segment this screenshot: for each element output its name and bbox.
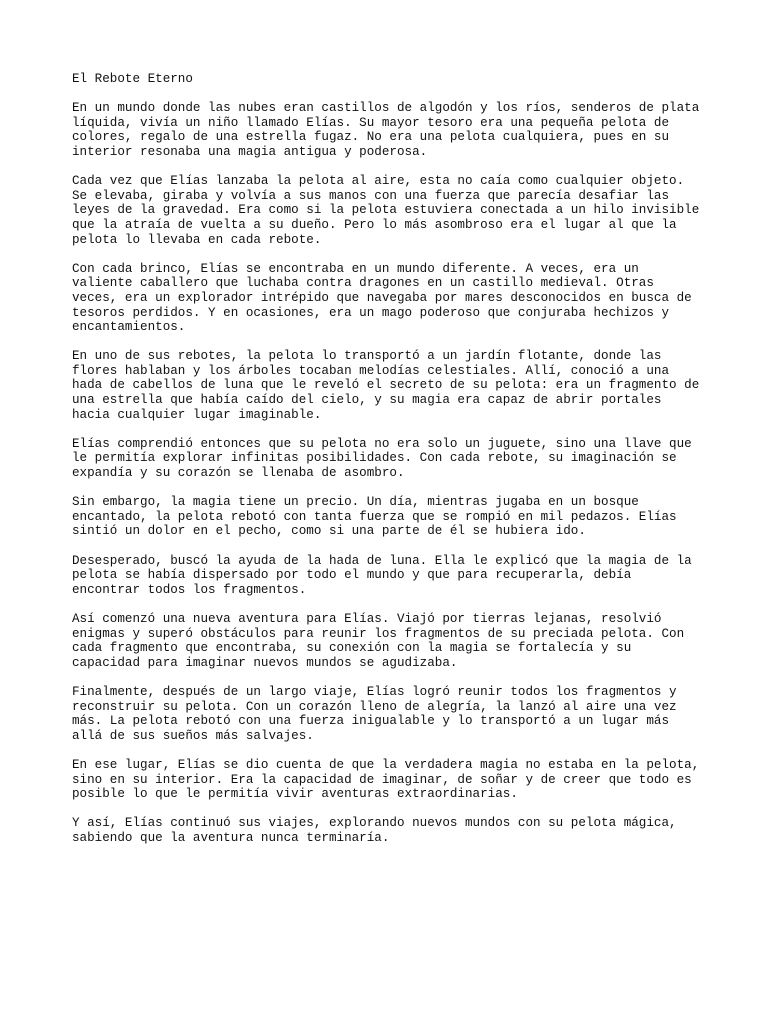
text-line: que la atraía de vuelta a su dueño. Pero lo más asombroso era el lugar al que la (72, 217, 677, 232)
text-line: Finalmente, después de un largo viaje, Elías logró reunir todos los fragmentos y (72, 684, 677, 699)
text-line: líquida, vivía un niño llamado Elías. Su mayor tesoro era una pequeña pelota de (72, 115, 670, 130)
paragraph (72, 612, 712, 670)
paragraph (72, 554, 712, 598)
text-line: Cada vez que Elías lanzaba la pelota al aire, esta no caía como cualquier objeto. (72, 174, 685, 189)
text-line: En uno de sus rebotes, la pelota lo transportó a un jardín flotante, donde las (72, 349, 662, 364)
text-line: Así comenzó una nueva aventura para Elías. Viajó por tierras lejanas, resolvió (72, 611, 662, 626)
text-line: le permitía explorar infinitas posibilidades. Con cada rebote, su imaginación se (72, 451, 677, 466)
paragraph (72, 685, 712, 743)
text-line: interior resonaba una magia antigua y poderosa. (72, 144, 428, 159)
text-line: pelota se había dispersado por todo el mundo y que para recuperarla, debía (72, 568, 632, 583)
text-line: allá de sus sueños más salvajes. (72, 728, 314, 743)
text-line: valiente caballero que luchaba contra dragones en un castillo medieval. Otras (72, 276, 654, 291)
text-line: encantamientos. (72, 320, 186, 335)
text-line: Sin embargo, la magia tiene un precio. Un día, mientras jugaba en un bosque (72, 495, 639, 510)
text-line: Se elevaba, giraba y volvía a sus manos con una fuerza que parecía desafiar las (72, 188, 670, 203)
text-line: enigmas y superó obstáculos para reunir los fragmentos de su preciada pelota. Con (72, 626, 685, 641)
document-body (72, 72, 712, 860)
paragraph (72, 495, 712, 539)
text-line: Elías comprendió entonces que su pelota no era solo un juguete, sino una llave que (72, 436, 692, 451)
text-line: posible lo que le permitía vivir aventuras extraordinarias. (72, 787, 518, 802)
paragraph-list (72, 101, 712, 845)
paragraph (72, 349, 712, 422)
text-line: Desesperado, buscó la ayuda de la hada de luna. Ella le explicó que la magia de la (72, 553, 692, 568)
paragraph (72, 816, 712, 845)
paragraph (72, 437, 712, 481)
text-line: una estrella que había caído del cielo, y su magia era capaz de abrir portales (72, 393, 662, 408)
text-line: expandía y su corazón se llenaba de asombro. (72, 466, 405, 481)
text-line: En un mundo donde las nubes eran castillos de algodón y los ríos, senderos de plata (72, 101, 700, 116)
text-line: más. La pelota rebotó con una fuerza inigualable y lo transportó a un lugar más (72, 714, 670, 729)
text-line: flores hablaban y los árboles tocaban melodías celestiales. Allí, conoció a una (72, 363, 670, 378)
text-line: Con cada brinco, Elías se encontraba en un mundo diferente. A veces, era un (72, 261, 639, 276)
text-line: tesoros perdidos. Y en ocasiones, era un mago poderoso que conjuraba hechizos y (72, 305, 670, 320)
text-line: En ese lugar, Elías se dio cuenta de que la verdadera magia no estaba en la pelota, (72, 757, 700, 772)
text-line: Y así, Elías continuó sus viajes, explorando nuevos mundos con su pelota mágica, (72, 816, 677, 831)
text-line: colores, regalo de una estrella fugaz. No era una pelota cualquiera, pues en su (72, 130, 670, 145)
text-line: hacia cualquier lugar imaginable. (72, 407, 322, 422)
text-line: sabiendo que la aventura nunca terminaría. (72, 830, 390, 845)
text-line: encontrar todos los fragmentos. (72, 582, 307, 597)
text-line: hada de cabellos de luna que le reveló el secreto de su pelota: era un fragmento de (72, 378, 700, 393)
paragraph (72, 758, 712, 802)
paragraph (72, 174, 712, 247)
text-line: leyes de la gravedad. Era como si la pelota estuviera conectada a un hilo invisible (72, 203, 700, 218)
text-line: cada fragmento que encontraba, su conexión con la magia se fortalecía y su (72, 641, 632, 656)
text-line: reconstruir su pelota. Con un corazón lleno de alegría, la lanzó al aire una vez (72, 699, 677, 714)
text-line: sintió un dolor en el pecho, como si una parte de él se hubiera ido. (72, 524, 586, 539)
text-line: pelota lo llevaba en cada rebote. (72, 232, 322, 247)
paragraph (72, 262, 712, 335)
text-line: encantado, la pelota rebotó con tanta fuerza que se rompió en mil pedazos. Elías (72, 509, 677, 524)
text-line: veces, era un explorador intrépido que navegaba por mares desconocidos en busca de (72, 290, 692, 305)
paragraph (72, 101, 712, 159)
text-line: capacidad para imaginar nuevos mundos se agudizaba. (72, 655, 458, 670)
document-title: El Rebote Eterno (72, 72, 193, 86)
text-line: sino en su interior. Era la capacidad de imaginar, de soñar y de creer que todo es (72, 772, 692, 787)
